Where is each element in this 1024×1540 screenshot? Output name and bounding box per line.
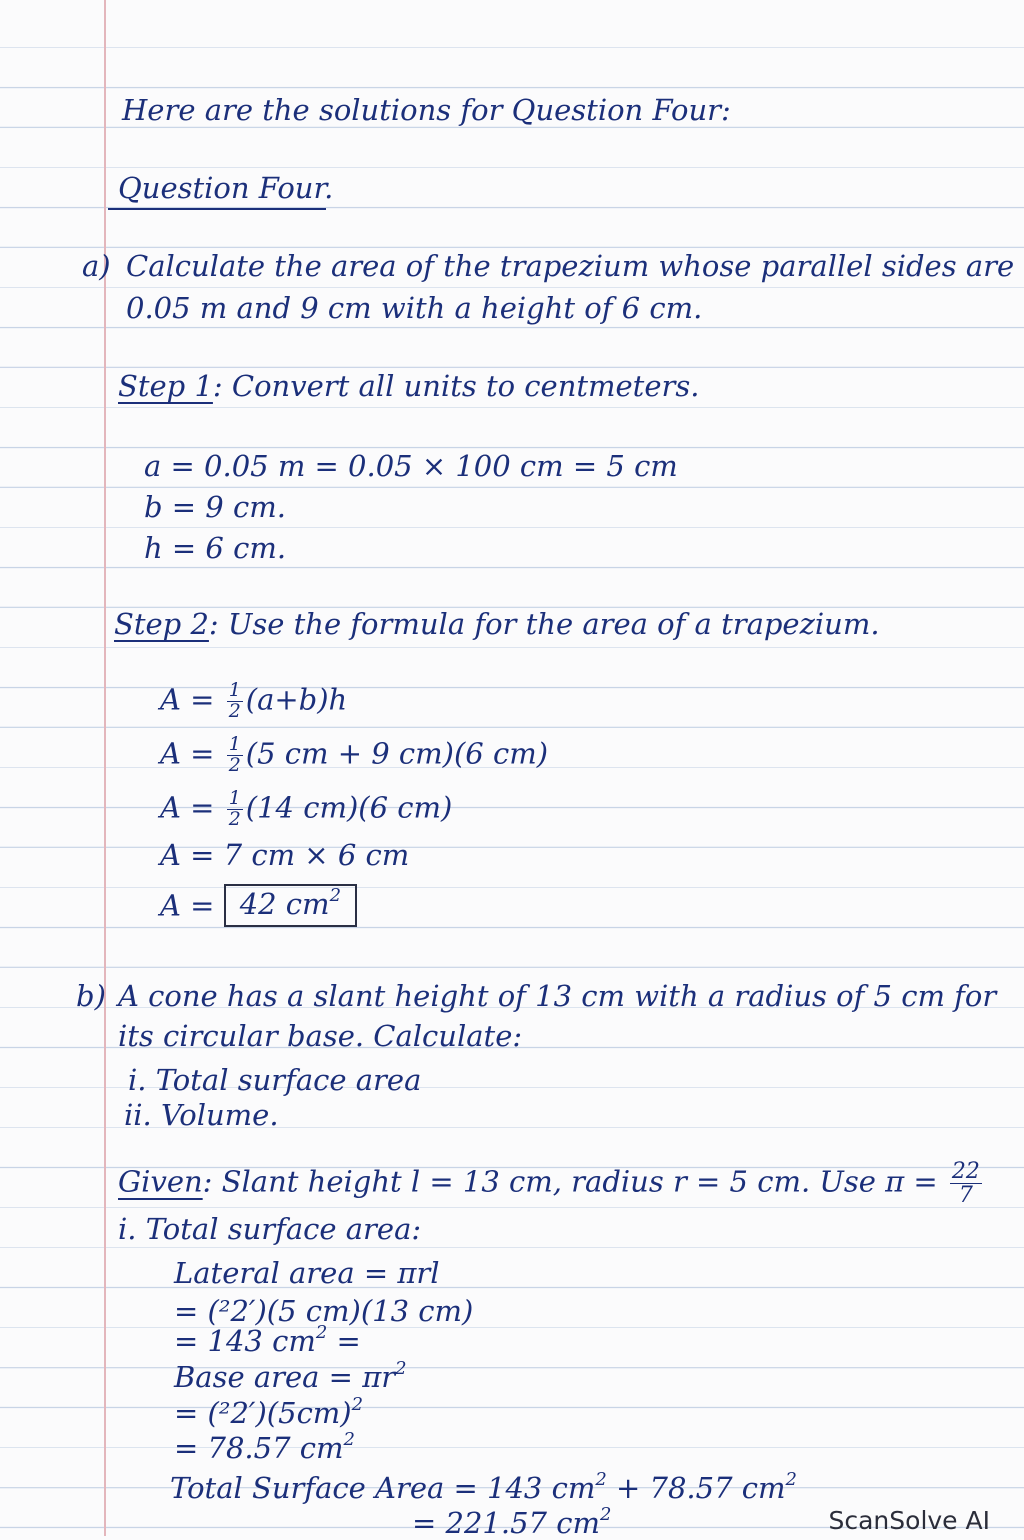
base-area-substitution-exponent: 2 <box>351 1394 364 1415</box>
scansolve-watermark: ScanSolve AI <box>828 1506 990 1535</box>
part-a-question-line2: 0.05 m and 9 cm with a height of 6 cm. <box>126 291 703 325</box>
formula-line-5-lhs: A = <box>160 888 215 923</box>
question-title-underline <box>108 208 326 210</box>
step1 <box>118 369 700 403</box>
part-b-item-2: ii. Volume. <box>124 1098 279 1132</box>
given-text: : Slant height l = 13 cm, radius r = 5 cm. Use π = <box>202 1164 938 1199</box>
base-area-formula-exponent: 2 <box>395 1358 407 1379</box>
conversion-a: a = 0.05 m = 0.05 × 100 cm = 5 cm <box>144 449 678 483</box>
total-surface-area-sum <box>170 1469 797 1505</box>
first-term-exponent: 2 <box>595 1469 607 1490</box>
formula-line-5 <box>160 884 357 927</box>
base-area-exponent: 2 <box>343 1429 355 1450</box>
part-a-question-line1: Calculate the area of the trapezium whose parallel sides are <box>126 249 1015 283</box>
fraction-denominator: 2 <box>228 807 241 830</box>
part-a-label: a) <box>82 249 111 283</box>
total-surface-area-value: = 221.57 cm <box>412 1506 600 1540</box>
formula-line-2-rhs: (5 cm + 9 cm)(6 cm) <box>245 736 549 771</box>
fraction-numerator: 1 <box>228 733 241 755</box>
formula-line-1-rhs: (a+b)h <box>245 682 348 717</box>
part-b-item-1: i. Total surface area <box>128 1063 422 1097</box>
step1-text: : Convert all units to centmeters. <box>212 369 700 403</box>
formula-line-1-lhs: A = <box>160 682 215 717</box>
formula-line-3-rhs: (14 cm)(6 cm) <box>245 790 453 825</box>
fraction-numerator: 1 <box>228 787 241 809</box>
answer-box <box>224 884 357 927</box>
formula-line-3 <box>160 789 452 830</box>
formula-line-4: A = 7 cm × 6 cm <box>160 838 410 872</box>
step1-label: Step 1 <box>118 369 213 403</box>
lateral-area-value: = 143 cm <box>174 1324 316 1358</box>
step2 <box>114 607 880 641</box>
given-line <box>118 1160 985 1207</box>
step2-label: Step 2 <box>114 607 209 641</box>
part-b-label: b) <box>76 979 106 1013</box>
lateral-area-trailing: = <box>327 1324 361 1358</box>
formula-line-1 <box>160 681 347 722</box>
formula-line-2 <box>160 735 548 776</box>
lateral-area-exponent: 2 <box>315 1322 328 1343</box>
answer-value: 42 cm <box>239 887 330 921</box>
total-surface-area-exponent: 2 <box>599 1504 612 1525</box>
conversion-b: b = 9 cm. <box>144 490 286 524</box>
fraction-denominator: 2 <box>228 699 241 722</box>
half-fraction <box>227 681 243 722</box>
base-area-formula <box>174 1358 407 1394</box>
fraction-denominator: 2 <box>228 753 241 776</box>
pi-fraction <box>950 1160 982 1207</box>
lateral-area-result <box>174 1322 361 1358</box>
base-area-value: = 78.57 cm <box>174 1431 344 1465</box>
fraction-numerator: 1 <box>228 679 241 701</box>
total-surface-area-result <box>412 1504 612 1540</box>
notebook-margin-line <box>104 0 106 1536</box>
lateral-area-substitution: = (²2′)(5 cm)(13 cm) <box>174 1294 474 1328</box>
base-area-substitution-text: = (²2′)(5cm) <box>174 1396 352 1430</box>
lateral-area-formula: Lateral area = πrl <box>174 1256 440 1290</box>
formula-line-3-lhs: A = <box>160 790 215 825</box>
step2-text: : Use the formula for the area of a trapezium. <box>208 607 880 641</box>
part-b-question-line1: A cone has a slant height of 13 cm with a radius of 5 cm for <box>118 979 997 1013</box>
subpart-i-heading: i. Total surface area: <box>118 1212 422 1246</box>
answer-exponent: 2 <box>329 885 342 906</box>
half-fraction <box>227 789 243 830</box>
pi-fraction-numerator: 22 <box>951 1159 980 1184</box>
base-area-substitution <box>174 1394 364 1430</box>
total-surface-area-first-term: Total Surface Area = 143 cm <box>170 1471 596 1505</box>
half-fraction <box>227 735 243 776</box>
base-area-formula-text: Base area = πr <box>174 1360 396 1394</box>
total-surface-area-second-term: + 78.57 cm <box>606 1471 786 1505</box>
formula-line-2-lhs: A = <box>160 736 215 771</box>
base-area-result <box>174 1429 355 1465</box>
question-title: Question Four. <box>118 171 334 205</box>
given-label: Given <box>118 1164 203 1199</box>
conversion-h: h = 6 cm. <box>144 531 287 565</box>
second-term-exponent: 2 <box>785 1469 797 1490</box>
part-b-question-line2: its circular base. Calculate: <box>118 1019 523 1053</box>
pi-fraction-denominator: 7 <box>958 1183 973 1209</box>
intro-text: Here are the solutions for Question Four: <box>122 93 731 127</box>
